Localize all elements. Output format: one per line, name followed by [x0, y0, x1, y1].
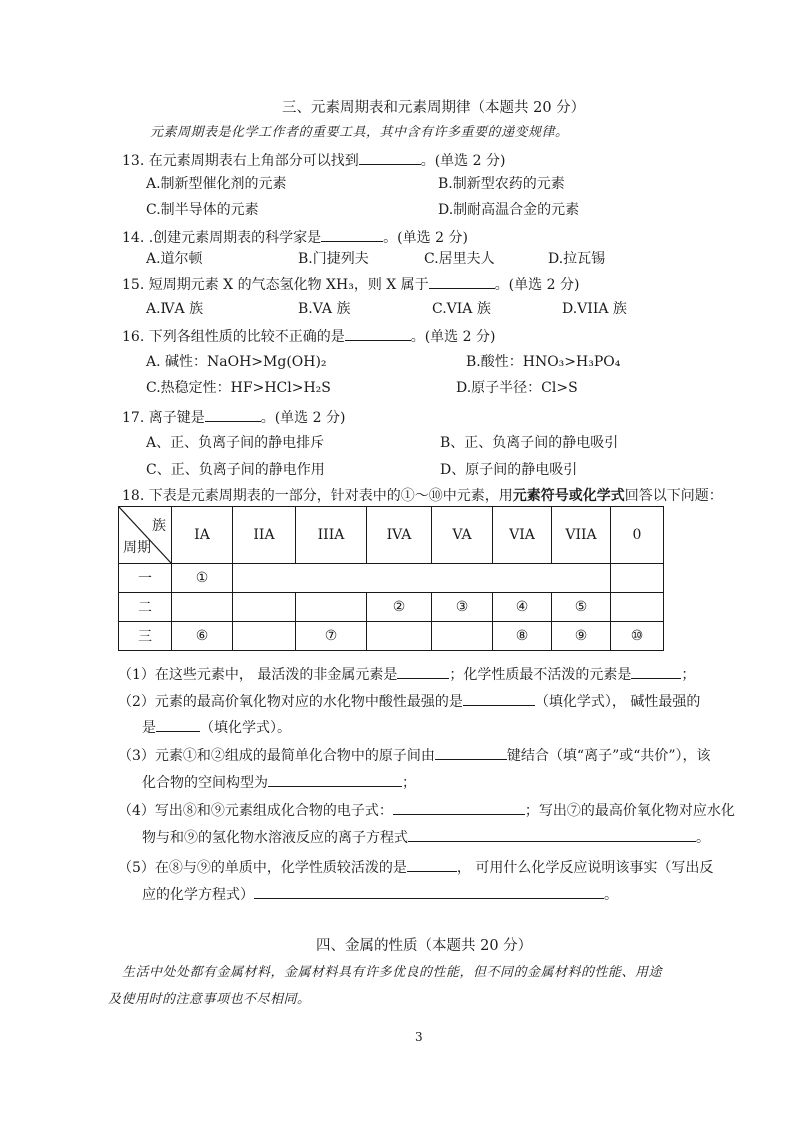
option-c[interactable]: C.VIA 族	[432, 301, 491, 317]
section-title: 三、元素周期表和元素周期律（本题共 20 分）	[282, 100, 586, 116]
question-stem: 18. 下表是元素周期表的一部分，针对表中的①～⑩中元素，用	[122, 488, 513, 504]
option-d[interactable]: D.制耐高温合金的元素	[438, 202, 580, 218]
sub-question-2-cont	[142, 717, 291, 737]
sub-text: （5）在⑧与⑨的单质中，化学性质较活泼的是	[118, 860, 407, 876]
question-stem: 14. .创建元素周期表的科学家是	[122, 230, 322, 246]
sub-question-5-cont	[142, 884, 618, 904]
question-tail: 。(单选 2 分)	[410, 329, 496, 345]
period-label: 周期	[123, 540, 151, 556]
sub-text: 物与和⑨的氢化物水溶液反应的离子方程式	[142, 830, 408, 846]
sub-text: 是	[142, 720, 156, 736]
element-cell	[432, 622, 493, 651]
answer-blank[interactable]	[205, 407, 261, 422]
option-a[interactable]: A.ⅣA 族	[146, 301, 204, 317]
question-tail: 。(单选 2 分)	[494, 277, 580, 293]
question-stem: 17. 离子键是	[122, 410, 205, 426]
option-a[interactable]: A.制新型催化剂的元素	[146, 176, 287, 192]
table-corner-cell	[119, 507, 172, 564]
answer-blank[interactable]	[408, 827, 696, 842]
sub-text: （3）元素①和②组成的最简单化合物中的原子间由	[118, 748, 435, 764]
element-cell: ①	[172, 564, 233, 593]
question-stem: 16. 下列各组性质的比较不正确的是	[122, 329, 345, 345]
periodic-table	[118, 506, 664, 651]
answer-blank[interactable]	[407, 857, 457, 872]
group-header: VIIA	[552, 507, 611, 564]
option-c[interactable]: C.制半导体的元素	[146, 202, 259, 218]
group-header: VA	[432, 507, 493, 564]
answer-blank[interactable]	[359, 150, 421, 165]
sub-text: 。	[696, 830, 710, 846]
sub-question-3-cont	[142, 772, 416, 792]
section-intro: 及使用时的注意事项也不尽相同。	[108, 992, 311, 1007]
section-title: 四、金属的性质（本题共 20 分）	[316, 938, 533, 954]
sub-text: （填化学式）。	[200, 720, 291, 736]
question-tail: 。(单选 2 分)	[383, 230, 468, 246]
element-cell	[367, 622, 432, 651]
sub-text: （4）写出⑧和⑨元素组成化合物的电子式：	[118, 803, 393, 819]
section-intro: 元素周期表是化学工作者的重要工具，其中含有许多重要的递变规律。	[150, 125, 569, 140]
answer-blank[interactable]	[393, 800, 525, 815]
answer-blank[interactable]	[429, 274, 495, 289]
sub-question-2	[118, 691, 700, 711]
sub-question-4	[118, 800, 735, 820]
group-header: IIA	[233, 507, 296, 564]
element-cell: ⑧	[493, 622, 552, 651]
element-cell: ③	[432, 593, 493, 622]
question-17	[122, 407, 345, 427]
sub-text: （2）元素的最高价氧化物对应的水化物中酸性最强的是	[118, 694, 463, 710]
sub-text: ；写出⑦的最高价氧化物对应水化	[524, 803, 735, 819]
answer-blank[interactable]	[435, 745, 507, 760]
group-header: IVA	[367, 507, 432, 564]
option-b[interactable]: B.制新型农药的元素	[438, 176, 565, 192]
element-cell: ⑩	[611, 622, 664, 651]
question-stem-bold: 元素符号或化学式	[512, 488, 625, 504]
element-cell: ⑤	[552, 593, 611, 622]
question-stem: 13. 在元素周期表右上角部分可以找到	[122, 153, 359, 169]
option-c[interactable]: C.热稳定性：HF>HCl>H₂S	[146, 380, 331, 396]
period-header: 三	[119, 622, 172, 651]
question-stem: 15. 短周期元素 X 的气态氢化物 XH₃，则 X 属于	[122, 277, 429, 293]
option-d[interactable]: D.原子半径：Cl>S	[456, 380, 578, 396]
sub-question-1	[118, 664, 695, 684]
sub-question-3	[118, 745, 711, 765]
element-cell: ⑨	[552, 622, 611, 651]
sub-text: ；	[402, 775, 416, 791]
sub-text: （填化学式）， 碱性最强的	[534, 694, 701, 710]
option-d[interactable]: D.VIIA 族	[562, 301, 627, 317]
element-cell	[611, 564, 664, 593]
sub-text: 应的化学方程式）	[142, 887, 254, 903]
sub-text: ， 可用什么化学反应说明该事实（写出反	[456, 860, 714, 876]
sub-text: 键结合（填“离子”或“共价”），该	[506, 748, 711, 764]
option-b[interactable]: B、正、负离子间的静电吸引	[440, 435, 619, 451]
answer-blank[interactable]	[345, 326, 411, 341]
group-header: VIA	[493, 507, 552, 564]
element-cell	[233, 593, 296, 622]
sub-text: 。	[604, 887, 618, 903]
group-header: 0	[611, 507, 664, 564]
period-header: 一	[119, 564, 172, 593]
answer-blank[interactable]	[463, 691, 535, 706]
group-header: IIIA	[296, 507, 367, 564]
page-number: 3	[415, 1030, 423, 1044]
answer-blank[interactable]	[254, 884, 604, 899]
section-intro: 生活中处处都有金属材料，金属材料具有许多优良的性能，但不同的金属材料的性能、用途	[122, 965, 663, 980]
element-cell	[172, 593, 233, 622]
option-d[interactable]: D、原子间的静电吸引	[440, 462, 578, 478]
blank-region	[233, 564, 611, 593]
option-d[interactable]: D.拉瓦锡	[548, 251, 606, 267]
answer-blank[interactable]	[156, 717, 200, 732]
question-18	[122, 487, 723, 505]
option-b[interactable]: B.VA 族	[298, 301, 351, 317]
question-16	[122, 326, 495, 346]
period-header: 二	[119, 593, 172, 622]
question-tail: 。(单选 2 分)	[260, 410, 346, 426]
sub-text: 化合物的空间构型为	[142, 775, 268, 791]
element-cell: ⑥	[172, 622, 233, 651]
answer-blank[interactable]	[631, 664, 681, 679]
element-cell	[296, 593, 367, 622]
option-a[interactable]: A、正、负离子间的静电排斥	[146, 435, 325, 451]
option-a[interactable]: A.道尔顿	[146, 251, 203, 267]
sub-text: ；化学性质最不活泼的元素是	[449, 667, 632, 683]
question-14	[122, 227, 468, 247]
sub-text: ；	[681, 667, 696, 683]
question-tail: 。(单选 2 分)	[420, 153, 506, 169]
element-cell: ④	[493, 593, 552, 622]
group-label: 族	[152, 518, 166, 534]
answer-blank[interactable]	[397, 664, 449, 679]
answer-blank[interactable]	[268, 772, 402, 787]
element-cell	[611, 593, 664, 622]
option-a[interactable]: A. 碱性：NaOH>Mg(OH)₂	[146, 354, 327, 370]
option-c[interactable]: C、正、负离子间的静电作用	[146, 462, 325, 478]
option-b[interactable]: B.门捷列夫	[298, 251, 369, 267]
group-header: IA	[172, 507, 233, 564]
answer-blank[interactable]	[321, 227, 383, 242]
question-13	[122, 150, 505, 170]
sub-text: （1）在这些元素中， 最活泼的非金属元素是	[118, 667, 398, 683]
option-b[interactable]: B.酸性：HNO₃>H₃PO₄	[466, 354, 621, 370]
sub-question-5	[118, 857, 713, 877]
sub-question-4-cont	[142, 827, 710, 847]
option-c[interactable]: C.居里夫人	[424, 251, 495, 267]
element-cell: ⑦	[296, 622, 367, 651]
question-15	[122, 274, 579, 294]
element-cell	[233, 622, 296, 651]
element-cell: ②	[367, 593, 432, 622]
question-stem: 回答以下问题：	[624, 488, 723, 504]
